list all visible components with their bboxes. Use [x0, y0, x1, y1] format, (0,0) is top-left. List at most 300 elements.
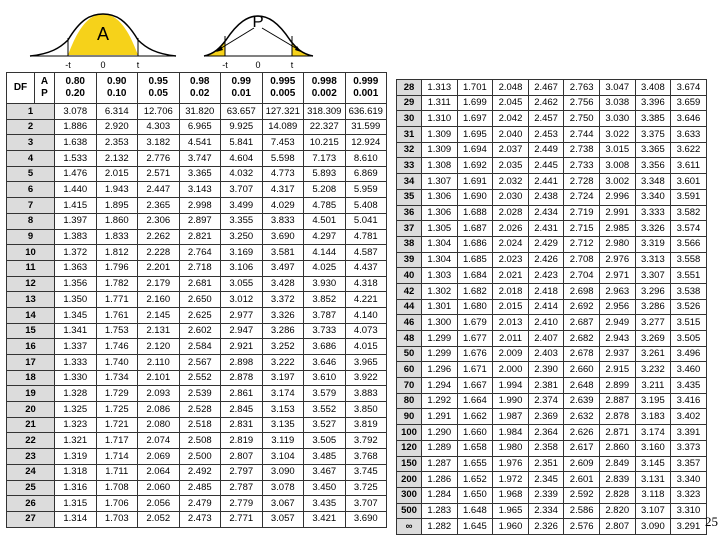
t-value-cell: 1.350	[55, 292, 97, 308]
t-value-cell: 2.110	[138, 355, 180, 371]
t-table-right	[396, 79, 707, 535]
t-value-cell: 1.286	[422, 472, 458, 488]
t-value-cell: 3.610	[304, 370, 346, 386]
t-value-cell: 3.067	[262, 496, 304, 512]
table-row	[7, 402, 387, 418]
t-value-cell: 1.304	[422, 236, 458, 252]
t-value-cell: 1.676	[457, 346, 493, 362]
t-value-cell: 3.277	[635, 315, 671, 331]
table-row	[7, 480, 387, 496]
t-value-cell: 2.492	[179, 464, 221, 480]
t-value-cell: 2.028	[493, 205, 529, 221]
t-value-cell: 3.348	[635, 174, 671, 190]
table-row	[7, 213, 387, 229]
df-cell: 50	[397, 346, 422, 362]
t-value-cell: 3.012	[221, 292, 263, 308]
t-value-cell: 2.093	[138, 386, 180, 402]
t-value-cell: 2.985	[599, 221, 635, 237]
df-cell: 13	[7, 292, 55, 308]
t-value-cell: 2.023	[493, 252, 529, 268]
t-value-cell: 3.104	[262, 449, 304, 465]
t-value-cell: 1.994	[493, 378, 529, 394]
table-row	[397, 252, 707, 268]
table-row	[7, 339, 387, 355]
t-value-cell: 4.318	[345, 276, 387, 292]
t-value-cell: 3.819	[345, 417, 387, 433]
t-value-cell: 3.319	[635, 236, 671, 252]
t-value-cell: 1.309	[422, 127, 458, 143]
t-value-cell: 2.915	[599, 362, 635, 378]
t-value-cell: 2.733	[564, 158, 600, 174]
table-row	[397, 519, 707, 535]
t-value-cell: 3.725	[345, 480, 387, 496]
t-value-cell: 1.695	[457, 127, 493, 143]
df-cell: 120	[397, 440, 422, 456]
table-row	[397, 283, 707, 299]
t-value-cell: 1.679	[457, 315, 493, 331]
t-value-cell: 2.485	[179, 480, 221, 496]
df-cell: 25	[7, 480, 55, 496]
t-value-cell: 2.500	[179, 449, 221, 465]
t-value-cell: 2.064	[138, 464, 180, 480]
t-value-cell: 3.174	[635, 425, 671, 441]
table-row	[397, 503, 707, 519]
t-value-cell: 2.429	[528, 236, 564, 252]
t-value-cell: 3.333	[635, 205, 671, 221]
t-value-cell: 1.652	[457, 472, 493, 488]
t-value-cell: 2.131	[138, 323, 180, 339]
df-cell: 6	[7, 182, 55, 198]
t-value-cell: 3.435	[671, 378, 707, 394]
table-row	[7, 135, 387, 151]
t-value-cell: 3.416	[671, 393, 707, 409]
t-value-cell: 1.308	[422, 158, 458, 174]
p-header: P	[41, 88, 48, 99]
t-value-cell: 3.460	[671, 362, 707, 378]
t-value-cell: 1.753	[96, 323, 138, 339]
t-value-cell: 2.887	[599, 393, 635, 409]
t-value-cell: 2.407	[528, 331, 564, 347]
t-value-cell: 1.321	[55, 433, 97, 449]
t-value-cell: 2.718	[179, 260, 221, 276]
t-value-cell: 1.289	[422, 440, 458, 456]
table-row	[397, 268, 707, 284]
t-value-cell: 3.611	[671, 158, 707, 174]
t-value-cell: 3.015	[599, 142, 635, 158]
t-value-cell: 1.648	[457, 503, 493, 519]
t-value-cell: 3.558	[671, 252, 707, 268]
t-value-cell: 3.002	[599, 174, 635, 190]
t-value-cell: 4.587	[345, 245, 387, 261]
t-value-cell: 14.089	[262, 119, 304, 135]
t-value-cell: 1.306	[422, 205, 458, 221]
t-value-cell: 2.943	[599, 331, 635, 347]
table-row	[397, 299, 707, 315]
t-value-cell: 2.048	[493, 80, 529, 96]
t-value-cell: 3.323	[671, 487, 707, 503]
table-row	[7, 496, 387, 512]
table-row	[397, 346, 707, 362]
diagram-p	[204, 12, 313, 70]
t-value-cell: 3.574	[671, 221, 707, 237]
df-cell: 90	[397, 409, 422, 425]
t-value-cell: 1.330	[55, 370, 97, 386]
t-value-cell: 2.508	[179, 433, 221, 449]
t-value-cell: 1.328	[55, 386, 97, 402]
table-row	[7, 198, 387, 214]
t-value-cell: 1.684	[457, 268, 493, 284]
t-value-cell: 2.462	[528, 95, 564, 111]
table-row	[397, 111, 707, 127]
t-value-cell: 2.479	[179, 496, 221, 512]
t-value-cell: 4.541	[179, 135, 221, 151]
t-value-cell: 1.796	[96, 260, 138, 276]
t-value-cell: 1.304	[422, 252, 458, 268]
page-number: 25	[705, 514, 718, 529]
p-level: 0.01	[231, 88, 251, 99]
a-level: 0.99	[231, 75, 251, 87]
t-value-cell: 3.450	[304, 480, 346, 496]
t-value-cell: 1.315	[55, 496, 97, 512]
t-value-cell: 3.526	[671, 299, 707, 315]
df-cell: 35	[397, 189, 422, 205]
df-cell: 20	[7, 402, 55, 418]
t-value-cell: 2.602	[179, 323, 221, 339]
t-value-cell: 2.539	[179, 386, 221, 402]
level-header	[179, 73, 221, 104]
table-row	[397, 221, 707, 237]
t-value-cell: 2.849	[599, 456, 635, 472]
t-value-cell: 3.340	[671, 472, 707, 488]
t-value-cell: 1.282	[422, 519, 458, 535]
t-value-cell: 1.310	[422, 111, 458, 127]
t-value-cell: 2.632	[564, 409, 600, 425]
t-value-cell: 2.821	[179, 229, 221, 245]
t-value-cell: 3.022	[599, 127, 635, 143]
t-value-cell: 3.965	[345, 355, 387, 371]
t-value-cell: 1.667	[457, 378, 493, 394]
t-value-cell: 3.551	[671, 268, 707, 284]
t-value-cell: 2.414	[528, 299, 564, 315]
t-value-cell: 1.984	[493, 425, 529, 441]
df-cell: ∞	[397, 519, 422, 535]
t-value-cell: 1.300	[422, 315, 458, 331]
t-value-cell: 3.646	[304, 355, 346, 371]
t-value-cell: 22.327	[304, 119, 346, 135]
t-value-cell: 2.609	[564, 456, 600, 472]
t-value-cell: 4.221	[345, 292, 387, 308]
t-value-cell: 1.301	[422, 299, 458, 315]
t-value-cell: 3.883	[345, 386, 387, 402]
t-value-cell: 1.708	[96, 480, 138, 496]
t-value-cell: 2.878	[221, 370, 263, 386]
t-value-cell: 1.734	[96, 370, 138, 386]
t-value-cell: 2.764	[179, 245, 221, 261]
t-value-cell: 3.833	[262, 213, 304, 229]
t-value-cell: 3.047	[599, 80, 635, 96]
table-row	[7, 276, 387, 292]
table-row	[397, 158, 707, 174]
t-value-cell: 1.690	[457, 189, 493, 205]
t-value-cell: 3.310	[671, 503, 707, 519]
ap-header	[35, 73, 55, 104]
t-value-cell: 5.959	[345, 182, 387, 198]
t-value-cell: 3.674	[671, 80, 707, 96]
t-value-cell: 1.771	[96, 292, 138, 308]
t-value-cell: 2.345	[528, 472, 564, 488]
t-value-cell: 3.118	[635, 487, 671, 503]
df-cell: 300	[397, 487, 422, 503]
t-value-cell: 1.284	[422, 487, 458, 503]
t-value-cell: 1.662	[457, 409, 493, 425]
table-row	[397, 456, 707, 472]
t-value-cell: 127.321	[262, 104, 304, 120]
t-value-cell: 3.365	[179, 166, 221, 182]
t-value-cell: 1.296	[422, 362, 458, 378]
t-value-cell: 3.107	[635, 503, 671, 519]
t-value-cell: 3.153	[262, 402, 304, 418]
t-value-cell: 1.299	[422, 331, 458, 347]
t-value-cell: 3.745	[345, 464, 387, 480]
t-value-cell: 2.845	[221, 402, 263, 418]
t-value-cell: 1.650	[457, 487, 493, 503]
t-value-cell: 2.750	[564, 111, 600, 127]
t-value-cell: 3.435	[304, 496, 346, 512]
diagram-p-right-arrow	[262, 28, 299, 50]
t-value-cell: 4.029	[262, 198, 304, 214]
df-cell: 37	[397, 221, 422, 237]
t-value-cell: 2.021	[493, 268, 529, 284]
t-value-cell: 1.325	[55, 402, 97, 418]
t-value-cell: 2.035	[493, 158, 529, 174]
t-table-left-header	[7, 73, 387, 104]
t-value-cell: 3.505	[671, 331, 707, 347]
df-cell: 2	[7, 119, 55, 135]
a-level: 0.80	[65, 75, 85, 87]
table-row	[397, 409, 707, 425]
t-value-cell: 3.357	[671, 456, 707, 472]
t-value-cell: 3.211	[635, 378, 671, 394]
t-value-cell: 1.337	[55, 339, 97, 355]
t-value-cell: 3.313	[635, 252, 671, 268]
df-cell: 26	[7, 496, 55, 512]
t-value-cell: 3.307	[635, 268, 671, 284]
t-value-cell: 2.991	[599, 205, 635, 221]
t-value-cell: 2.898	[221, 355, 263, 371]
t-value-cell: 2.074	[138, 433, 180, 449]
t-value-cell: 2.410	[528, 315, 564, 331]
a-level: 0.995	[270, 75, 296, 87]
t-value-cell: 5.041	[345, 213, 387, 229]
t-value-cell: 1.440	[55, 182, 97, 198]
t-table-left	[6, 72, 387, 528]
table-row	[397, 205, 707, 221]
t-value-cell: 8.610	[345, 151, 387, 167]
df-cell: 15	[7, 323, 55, 339]
t-value-cell: 3.090	[635, 519, 671, 535]
t-value-cell: 3.499	[221, 198, 263, 214]
t-value-cell: 1.697	[457, 111, 493, 127]
t-value-cell: 3.222	[262, 355, 304, 371]
level-header	[262, 73, 304, 104]
t-value-cell: 1.699	[457, 95, 493, 111]
t-value-cell: 1.687	[457, 221, 493, 237]
a-level: 0.998	[311, 75, 337, 87]
t-value-cell: 2.937	[599, 346, 635, 362]
t-value-cell: 2.797	[221, 464, 263, 480]
t-value-cell: 1.314	[55, 511, 97, 527]
t-value-cell: 3.690	[262, 229, 304, 245]
t-value-cell: 3.707	[345, 496, 387, 512]
t-value-cell: 3.707	[221, 182, 263, 198]
t-value-cell: 1.645	[457, 519, 493, 535]
table-row	[7, 245, 387, 261]
t-value-cell: 3.375	[635, 127, 671, 143]
t-value-cell: 4.144	[304, 245, 346, 261]
t-value-cell: 2.369	[528, 409, 564, 425]
t-value-cell: 2.326	[528, 519, 564, 535]
t-value-cell: 2.438	[528, 189, 564, 205]
t-value-cell: 3.135	[262, 417, 304, 433]
t-value-cell: 2.592	[564, 487, 600, 503]
df-cell: 19	[7, 386, 55, 402]
t-value-cell: 2.831	[221, 417, 263, 433]
t-value-cell: 2.738	[564, 142, 600, 158]
df-cell: 31	[397, 127, 422, 143]
table-row	[7, 292, 387, 308]
table-row	[7, 464, 387, 480]
t-value-cell: 3.538	[671, 283, 707, 299]
diagram-p-left-arrow	[218, 28, 254, 50]
t-value-cell: 2.032	[493, 174, 529, 190]
t-value-cell: 1.943	[96, 182, 138, 198]
t-value-cell: 2.698	[564, 283, 600, 299]
t-value-cell: 2.306	[138, 213, 180, 229]
p-level: 0.10	[107, 88, 127, 99]
t-value-cell: 2.101	[138, 370, 180, 386]
t-value-cell: 1.680	[457, 299, 493, 315]
t-value-cell: 1.319	[55, 449, 97, 465]
df-cell: 34	[397, 174, 422, 190]
t-value-cell: 3.291	[671, 519, 707, 535]
t-value-cell: 63.657	[221, 104, 263, 120]
df-cell: 42	[397, 283, 422, 299]
t-value-cell: 2.771	[221, 511, 263, 527]
a-level: 0.95	[148, 75, 168, 87]
table-row	[397, 142, 707, 158]
t-value-cell: 1.968	[493, 487, 529, 503]
t-value-cell: 3.552	[304, 402, 346, 418]
df-cell: 3	[7, 135, 55, 151]
t-value-cell: 636.619	[345, 104, 387, 120]
df-cell: 38	[397, 236, 422, 252]
t-value-cell: 2.971	[599, 268, 635, 284]
t-value-cell: 2.228	[138, 245, 180, 261]
t-value-cell: 2.626	[564, 425, 600, 441]
distribution-diagrams	[0, 0, 720, 72]
t-value-cell: 1.290	[422, 425, 458, 441]
df-cell: 46	[397, 315, 422, 331]
t-value-cell: 1.299	[422, 346, 458, 362]
df-cell: 44	[397, 299, 422, 315]
t-value-cell: 3.057	[262, 511, 304, 527]
t-value-cell: 2.704	[564, 268, 600, 284]
df-cell: 29	[397, 95, 422, 111]
t-value-cell: 5.893	[304, 166, 346, 182]
t-value-cell: 2.018	[493, 283, 529, 299]
level-header	[55, 73, 97, 104]
df-cell: 80	[397, 393, 422, 409]
t-value-cell: 3.591	[671, 189, 707, 205]
t-value-cell: 3.428	[262, 276, 304, 292]
t-value-cell: 2.060	[138, 480, 180, 496]
t-value-cell: 1.305	[422, 221, 458, 237]
df-cell: 18	[7, 370, 55, 386]
t-value-cell: 2.080	[138, 417, 180, 433]
t-value-cell: 2.351	[528, 456, 564, 472]
t-value-cell: 2.024	[493, 236, 529, 252]
t-value-cell: 3.396	[635, 95, 671, 111]
diagram-p-tick-t: t	[290, 60, 294, 70]
df-cell: 12	[7, 276, 55, 292]
t-value-cell: 2.552	[179, 370, 221, 386]
t-value-cell: 1.688	[457, 205, 493, 221]
t-value-cell: 6.869	[345, 166, 387, 182]
t-value-cell: 1.686	[457, 236, 493, 252]
t-value-cell: 3.030	[599, 111, 635, 127]
t-value-cell: 2.920	[96, 119, 138, 135]
table-row	[7, 355, 387, 371]
p-level: 0.001	[353, 88, 379, 99]
t-value-cell: 2.682	[564, 331, 600, 347]
t-value-cell: 3.922	[345, 370, 387, 386]
t-value-cell: 2.567	[179, 355, 221, 371]
p-level: 0.02	[190, 88, 210, 99]
df-cell: 16	[7, 339, 55, 355]
level-header	[96, 73, 138, 104]
t-value-cell: 3.119	[262, 433, 304, 449]
t-value-cell: 3.408	[635, 80, 671, 96]
t-value-cell: 2.390	[528, 362, 564, 378]
t-value-cell: 2.453	[528, 127, 564, 143]
t-value-cell: 2.013	[493, 315, 529, 331]
t-value-cell: 4.032	[221, 166, 263, 182]
t-value-cell: 1.316	[55, 480, 97, 496]
table-row	[397, 236, 707, 252]
t-value-cell: 2.441	[528, 174, 564, 190]
t-value-cell: 3.326	[635, 221, 671, 237]
t-value-cell: 1.671	[457, 362, 493, 378]
t-value-cell: 3.852	[304, 292, 346, 308]
t-value-cell: 1.476	[55, 166, 97, 182]
t-value-cell: 2.011	[493, 331, 529, 347]
t-value-cell: 3.182	[138, 135, 180, 151]
df-cell: 23	[7, 449, 55, 465]
table-row	[7, 119, 387, 135]
a-level: 0.999	[353, 75, 379, 87]
table-row	[397, 127, 707, 143]
t-value-cell: 3.174	[262, 386, 304, 402]
df-cell: 4	[7, 151, 55, 167]
t-value-cell: 2.878	[599, 409, 635, 425]
t-value-cell: 2.086	[138, 402, 180, 418]
t-value-cell: 2.586	[564, 503, 600, 519]
t-value-cell: 3.850	[345, 402, 387, 418]
t-value-cell: 2.712	[564, 236, 600, 252]
t-value-cell: 31.599	[345, 119, 387, 135]
table-row	[7, 229, 387, 245]
t-value-cell: 2.819	[221, 433, 263, 449]
